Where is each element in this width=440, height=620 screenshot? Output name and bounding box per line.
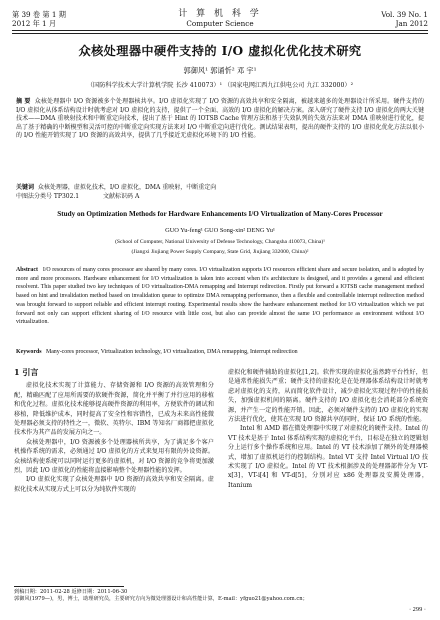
affiliation-en-1: (School of Computer, National University of Defense Technology, Changsha 410073, China)¹ xyxy=(115,239,325,245)
keywords-en-label: Keywords xyxy=(16,349,42,355)
body-column-right xyxy=(228,368,428,490)
abstract-en xyxy=(16,266,424,327)
issue-date-cn: 2012 年 1 月 xyxy=(12,19,57,28)
body-paragraph: 虚拟化技术实现了计算能力、存储资源和 I/O 资源的高效管理和分配，精确匹配了应用所需要的软硬件资源，简化并平衡了并行应用的移植和优化过程。虚拟化技术能够提高硬件资源的利用率，方便软件的调试和移植，降低维护成本，同时提高了安全性和容错性，已成为未来高性能微处理器必须支持的特性之一，微软、英特尔、IBM 等知名厂商都把虚拟化技术作为其产品的发展方向之一。 xyxy=(14,382,214,437)
body-paragraph: 众核处理器中，I/O 资源被多个处理器核所共享，为了满足多个客户机操作系统的需求，必须通过 I/O 虚拟化的方式来复用有限的外设资源。众核结构使系统可以同时运行更多的虚拟机，对 I/O 资源的竞争将更加激烈，因此 I/O 虚拟化的性能将直接影响整个处理器性能的发挥。 xyxy=(14,438,214,475)
footnote xyxy=(14,589,426,603)
author-bio: 郭御风(1979—)，男，博士，助理研究员，主要研究方向为微处理器设计和高性能计算，E-mail：yfguo21@yahoo.com.cn； xyxy=(14,596,308,602)
affiliation-cn: （国防科学技术大学计算机学院 长沙 410073）¹ （国家电网江西九江供电公司 九江 332000）² xyxy=(86,82,354,89)
header-right xyxy=(381,10,428,28)
keywords-cn xyxy=(16,184,424,193)
keywords-en-text: Many-cores processor, Virtualization technology, I/O virtualization, DMA remapping, Interrupt redirection xyxy=(45,349,298,355)
body-paragraph: Intel 和 AMD 都在微处理器中实现了对虚拟化的硬件支持。Intel 的 VT 技术是基于 Intel 体系结构实现的虚拟化平台，目标是在独立的逻辑划分上运行多个操作系统和应用。Intel 的 VT 技术添加了额外的处理器模式，增加了虚拟机运行的控制结构。Intel VT 支持 Intel Virtual I/O 技术实现了 I/O 虚拟化。Intel 的 VT 技术根据涉及的处理器部件分为 VT-x[3]，VT-i[4] 和 VT-d[5]，分别对应 x86 处理器及安腾处理器，Itanium xyxy=(228,425,428,489)
received-dates: 到稿日期：2011-02-28 返修日期：2011-06-30 xyxy=(14,589,128,595)
footnote-rule xyxy=(14,586,124,587)
keywords-cn-text: 众核处理器，虚拟化技术，I/O 虚拟化，DMA 重映射，中断重定向 xyxy=(37,184,217,191)
document-code: 文献标识码 A xyxy=(103,193,140,200)
title-en: Study on Optimization Methods for Hardware Enhancements I/O Virtualization of Many-Cores Processor xyxy=(57,210,383,218)
clc-number: 中图法分类号 TP302.1 xyxy=(16,193,80,200)
header-rule-thin xyxy=(12,33,428,34)
volume-en: Vol. 39 No. 1 xyxy=(381,10,428,19)
header-center xyxy=(12,10,428,28)
volume-issue: 第 39 卷 第 1 期 xyxy=(12,10,66,19)
authors-cn: 郭御风¹ 郭诵忻² 邓 宇¹ xyxy=(183,66,257,75)
body-column-left xyxy=(14,368,214,494)
body-paragraph: I/O 虚拟化实现了众核处理器中 I/O 资源的高效共享和安全隔离。虚拟化技术从实现方式上可以分为纯软件实现的 xyxy=(14,476,214,493)
journal-name-cn: 计 算 机 科 学 xyxy=(178,9,262,19)
header-rule-thick xyxy=(12,30,428,31)
section-heading: 1 引言 xyxy=(14,367,39,377)
abstract-cn-label: 摘 要 xyxy=(16,98,31,105)
abstract-cn xyxy=(16,98,424,141)
journal-name-en: Computer Science xyxy=(186,19,254,28)
affiliation-en-2: (Jiangxi Jiujiang Power Supply Company, State Grid, Jiujiang 332000, China)² xyxy=(131,249,309,255)
abstract-en-label: Abstract xyxy=(16,267,38,273)
authors-en: GUO Yu-feng¹ GUO Song-xin² DENG Yu¹ xyxy=(165,227,275,234)
classification-cn xyxy=(16,193,424,202)
keywords-cn-label: 关键词 xyxy=(16,184,35,191)
abstract-cn-text: 众核处理器中 I/O 资源被多个处理器核共享。I/O 虚拟化实现了 I/O 资源的高效共享和安全隔离，被越来越多的处理器设计所采用。硬件支持的 I/O 虚拟化从体系结构设计时就考虑对 I/O 虚拟化的支持，提供了一个全面、高效的 I/O 虚拟化的解决方案。深入研究了硬件支持 I/O 虚拟化的两大关键技术——DMA 重映射技术和中断重定向技术，提出了基于 Hint 的 IOTSB Cache 管理方法和基于失效队列的失效方法来对 DMA 重映射进行优化，提出了基于精确的中断模型和灵活可控的中断重定向实现方法来对 I/O 中断重定向进行优化。测试结果表明，提出的硬件支持的 I/O 虚拟化优化方法以很小的 I/O 性能开销实现了 I/O 资源的高效共享，提供了几乎接近无虚拟化环境下的 I/O 性能。 xyxy=(16,98,424,140)
keywords-en xyxy=(16,348,424,357)
page-number: · 299 · xyxy=(408,606,426,613)
issue-date-en: Jan 2012 xyxy=(395,19,428,28)
abstract-en-text: I/O resources of many cores processor are shared by many cores. I/O virtualization supports I/O resources efficient share and secure isolation, and is adopted by more and more processors. Hardware enhancement for I/O virtualization is taken into account when it's architecture is designed, and it provides a general and efficient resolvent. This paper studied two key techniques of I/O virtualization-DMA remapping and Interrupt redirection. Firstly put forward a IOTSB cache management method based on hint and invalidation method based on invalidation queue to optimize DMA remapping performance, then a flexible and controllable interrupt redirection method was brought forward to support reliable and efficient interrupt routing. Experimental results show the hardware enhancement method for I/O virtualization which we put forward not only can support efficient sharing of I/O resource with little cost, but also can provide almost the same I/O performance as environment without I/O virtualization. xyxy=(16,267,424,326)
title-cn: 众核处理器中硬件支持的 I/O 虚拟化优化技术研究 xyxy=(78,44,362,58)
body-paragraph: 虚拟化和硬件辅助的虚拟化[1,2]。软件实现的虚拟化虽然跨平台性好，但是通常性能损失严重；硬件支持的虚拟化是在处理器体系结构设计时就考虑对虚拟化的支持，从而简化软件设计，减少虚拟化实现过程中的性能损失，加强虚拟机间的隔离。硬件支持的 I/O 虚拟化也会消耗部分系统资源，并产生一定的性能开销。因此，必须对硬件支持的 I/O 虚拟化的实现方法进行优化，使其在实现 I/O 资源共享的同时，保证 I/O 系统的性能。 xyxy=(228,369,428,424)
